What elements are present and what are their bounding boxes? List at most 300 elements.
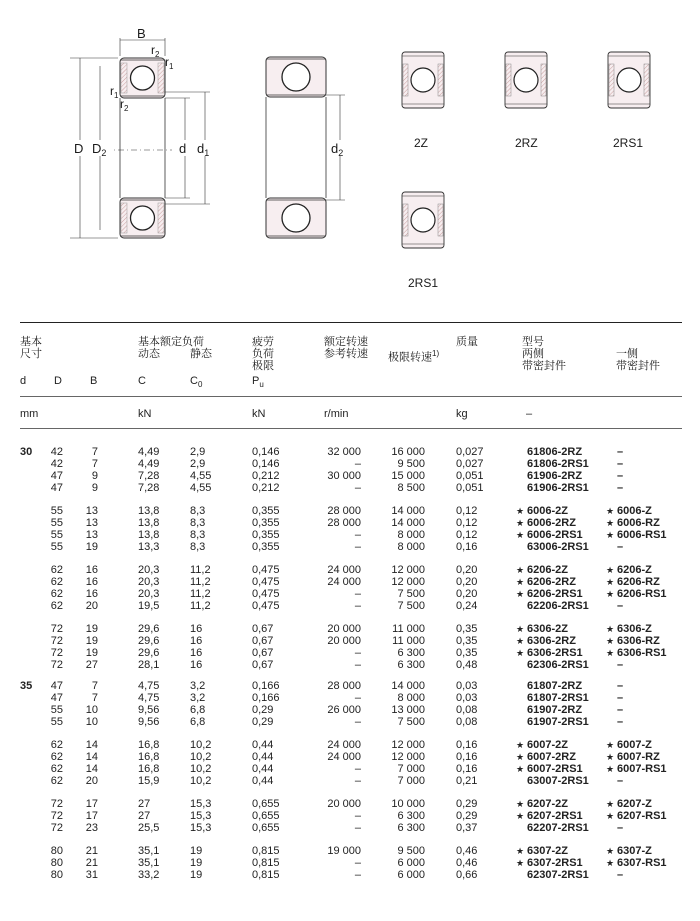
table-cell: 33,2 bbox=[138, 869, 160, 881]
table-cell: 0,67 bbox=[252, 659, 274, 671]
table-cell: 6 300 bbox=[397, 659, 425, 671]
unit-kg: kg bbox=[456, 408, 468, 420]
table-cell: 11 000 bbox=[392, 635, 425, 647]
table-cell: 16 bbox=[85, 576, 98, 588]
table-cell: 6007-RZ bbox=[617, 751, 660, 763]
table-cell: 7 bbox=[91, 446, 98, 458]
unit-kN-2: kN bbox=[252, 408, 266, 420]
table-cell: 19 bbox=[190, 869, 203, 881]
table-cell: ★ bbox=[516, 799, 525, 809]
table-cell: 7 bbox=[91, 458, 98, 470]
label-r2-top: r bbox=[151, 43, 155, 57]
table-cell: 27 bbox=[138, 810, 151, 822]
unit-dash: – bbox=[526, 408, 533, 420]
table-cell: 6206-RZ bbox=[617, 576, 660, 588]
table-cell: 62 bbox=[50, 600, 63, 612]
table-cell: 19 bbox=[85, 635, 98, 647]
table-cell: 6,8 bbox=[190, 716, 206, 728]
table-cell: 62 bbox=[50, 775, 63, 787]
table-cell: 61806-2RZ bbox=[527, 446, 583, 458]
table-cell: – bbox=[354, 659, 361, 671]
table-cell: ★ bbox=[516, 506, 525, 516]
bearing-cross-section bbox=[70, 26, 216, 238]
label-d2: d bbox=[331, 141, 339, 156]
table-cell: ★ bbox=[516, 518, 525, 528]
table-cell: 11,2 bbox=[190, 564, 211, 576]
table-cell: – bbox=[354, 869, 361, 881]
table-cell: 0,051 bbox=[456, 482, 484, 494]
table-cell: 6007-2RZ bbox=[527, 751, 576, 763]
table-cell: 0,355 bbox=[252, 541, 280, 553]
header-main-dims-2: 尺寸 bbox=[20, 348, 42, 360]
table-cell: 11,2 bbox=[190, 600, 211, 612]
table-cell: 9 bbox=[91, 470, 98, 482]
table-cell: 15,3 bbox=[190, 798, 212, 810]
table-cell: 19 bbox=[85, 623, 98, 635]
table-cell: 14 bbox=[85, 751, 98, 763]
table-cell: ★ bbox=[516, 648, 525, 658]
table-cell: – bbox=[617, 482, 624, 494]
table-cell: ★ bbox=[516, 811, 525, 821]
table-cell: 7,28 bbox=[138, 470, 160, 482]
table-cell: 10 bbox=[85, 704, 98, 716]
table-cell: 17 bbox=[85, 810, 98, 822]
table-cell: 13 000 bbox=[391, 704, 425, 716]
table-cell: 0,24 bbox=[456, 600, 478, 612]
table-cell: ★ bbox=[606, 636, 615, 646]
table-cell: – bbox=[617, 458, 624, 470]
table-cell: 62 bbox=[50, 588, 63, 600]
table-cell: 72 bbox=[50, 810, 63, 822]
table-cell: 29,6 bbox=[138, 623, 160, 635]
table-cell: 15,3 bbox=[190, 810, 212, 822]
label-B: B bbox=[137, 26, 146, 41]
header-dynamic: 动态 bbox=[138, 348, 160, 360]
table-cell: 6 300 bbox=[397, 647, 425, 659]
table-cell: 8 000 bbox=[397, 529, 425, 541]
bore-size: 30 bbox=[20, 446, 33, 458]
table-cell: 6207-RS1 bbox=[617, 810, 667, 822]
table-cell: 62307-2RS1 bbox=[527, 869, 589, 881]
table-cell: ★ bbox=[516, 589, 525, 599]
table-cell: ★ bbox=[516, 636, 525, 646]
table-cell: 6007-Z bbox=[617, 739, 652, 751]
variant-2RZ bbox=[505, 52, 547, 150]
header-fatigue-2: 负荷 bbox=[252, 348, 274, 360]
table-cell: 0,44 bbox=[252, 763, 274, 775]
table-cell: 6 300 bbox=[397, 810, 425, 822]
table-cell: 0,027 bbox=[456, 446, 484, 458]
unit-rmin: r/min bbox=[324, 408, 349, 420]
table-cell: 25,5 bbox=[138, 822, 160, 834]
table-cell: 6206-2RZ bbox=[527, 576, 576, 588]
header-one-side: 一侧 bbox=[616, 348, 638, 360]
header-both-sides: 两侧 bbox=[522, 348, 544, 360]
table-cell: ★ bbox=[606, 764, 615, 774]
table-cell: 7 bbox=[91, 692, 98, 704]
table-cell: 19 bbox=[190, 845, 203, 857]
table-cell: 0,051 bbox=[456, 470, 484, 482]
table-cell: ★ bbox=[606, 530, 615, 540]
table-cell: 35,1 bbox=[138, 857, 160, 869]
svg-text:d2: $d_2$ bbox=[331, 141, 344, 158]
table-cell: – bbox=[617, 822, 624, 834]
table-cell: 16,8 bbox=[138, 751, 160, 763]
table-cell: – bbox=[617, 775, 624, 787]
table-cell: – bbox=[354, 529, 361, 541]
table-cell: 7 000 bbox=[397, 775, 425, 787]
table-cell: 0,37 bbox=[456, 822, 478, 834]
table-cell: 0,67 bbox=[252, 647, 274, 659]
table-cell: 27 bbox=[138, 798, 151, 810]
table-cell: 0,20 bbox=[456, 576, 478, 588]
table-cell: 0,475 bbox=[252, 576, 280, 588]
table-cell: 9,56 bbox=[138, 704, 160, 716]
table-cell: 19,5 bbox=[138, 600, 160, 612]
table-cell: ★ bbox=[606, 740, 615, 750]
table-cell: 7,28 bbox=[138, 482, 160, 494]
table-cell: 31 bbox=[85, 869, 98, 881]
table-cell: 63007-2RS1 bbox=[527, 775, 589, 787]
table-cell: – bbox=[354, 600, 361, 612]
caption-2Z: 2Z bbox=[414, 136, 429, 150]
table-cell: 24 000 bbox=[327, 751, 361, 763]
table-cell: 10,2 bbox=[190, 763, 212, 775]
table-cell: 21 bbox=[85, 857, 98, 869]
table-cell: ★ bbox=[516, 530, 525, 540]
table-cell: 0,655 bbox=[252, 810, 280, 822]
table-cell: 6206-2RS1 bbox=[527, 588, 583, 600]
table-cell: 6306-RZ bbox=[617, 635, 660, 647]
table-cell: 13 bbox=[85, 529, 98, 541]
table-cell: 7 500 bbox=[397, 600, 425, 612]
table-cell: 14 bbox=[85, 739, 98, 751]
table-cell: 6307-RS1 bbox=[617, 857, 667, 869]
header-rule-1 bbox=[20, 396, 682, 397]
table-cell: 6306-RS1 bbox=[617, 647, 667, 659]
table-cell: 0,12 bbox=[456, 517, 478, 529]
col-B: B bbox=[90, 375, 98, 387]
table-cell: 12 000 bbox=[391, 576, 425, 588]
unit-kN: kN bbox=[138, 408, 152, 420]
table-cell: 3,2 bbox=[190, 680, 206, 692]
table-cell: 6006-Z bbox=[617, 505, 652, 517]
svg-text:r2: $r_2$ bbox=[151, 43, 160, 59]
table-cell: 6006-2RZ bbox=[527, 517, 576, 529]
table-cell: ★ bbox=[516, 565, 525, 575]
col-D: D bbox=[54, 375, 62, 387]
table-cell: 10 000 bbox=[391, 798, 425, 810]
bearing-cross-section-d2 bbox=[266, 57, 352, 238]
table-cell: 35,1 bbox=[138, 845, 160, 857]
table-cell: 80 bbox=[50, 845, 63, 857]
table-cell: 6207-2Z bbox=[527, 798, 568, 810]
table-cell: 2,9 bbox=[190, 446, 206, 458]
table-cell: 0,475 bbox=[252, 588, 280, 600]
table-cell: 10,2 bbox=[190, 775, 212, 787]
table-cell: 6 300 bbox=[397, 822, 425, 834]
table-cell: ★ bbox=[516, 752, 525, 762]
table-cell: 20,3 bbox=[138, 564, 160, 576]
table-cell: – bbox=[354, 716, 361, 728]
table-cell: ★ bbox=[606, 858, 615, 868]
table-cell: – bbox=[354, 857, 361, 869]
table-cell: 72 bbox=[50, 659, 63, 671]
header-speed-ratings: 额定转速 bbox=[324, 336, 368, 348]
table-cell: 0,67 bbox=[252, 623, 274, 635]
table-cell: – bbox=[354, 822, 361, 834]
table-cell: ★ bbox=[606, 565, 615, 575]
table-cell: 4,49 bbox=[138, 446, 160, 458]
table-cell: 13,8 bbox=[138, 529, 160, 541]
svg-text:r1: $r_1$ bbox=[165, 55, 174, 71]
table-cell: 80 bbox=[50, 869, 63, 881]
table-cell: 6306-2RZ bbox=[527, 635, 576, 647]
table-cell: 8,3 bbox=[190, 541, 206, 553]
table-cell: ★ bbox=[516, 740, 525, 750]
table-cell: – bbox=[617, 869, 624, 881]
table-cell: 29,6 bbox=[138, 647, 160, 659]
table-cell: 0,655 bbox=[252, 822, 280, 834]
table-cell: 6207-2RS1 bbox=[527, 810, 583, 822]
table-cell: 19 bbox=[85, 541, 98, 553]
table-cell: 6007-RS1 bbox=[617, 763, 667, 775]
table-cell: 12 000 bbox=[391, 564, 425, 576]
header-mass: 质量 bbox=[456, 336, 478, 348]
table-cell: 27 bbox=[85, 659, 98, 671]
table-cell: 42 bbox=[50, 458, 63, 470]
table-cell: – bbox=[617, 704, 624, 716]
table-cell: 6206-2Z bbox=[527, 564, 568, 576]
table-cell: 63006-2RS1 bbox=[527, 541, 589, 553]
table-cell: 14 bbox=[85, 763, 98, 775]
table-cell: 55 bbox=[50, 529, 63, 541]
table-cell: 12 000 bbox=[391, 739, 425, 751]
table-cell: 6007-2Z bbox=[527, 739, 568, 751]
table-cell: 61907-2RZ bbox=[527, 704, 583, 716]
table-cell: 72 bbox=[50, 822, 63, 834]
table-cell: 0,48 bbox=[456, 659, 478, 671]
table-cell: ★ bbox=[606, 799, 615, 809]
unit-mm: mm bbox=[20, 408, 39, 420]
table-cell: – bbox=[617, 541, 624, 553]
table-cell: 29,6 bbox=[138, 635, 160, 647]
table-cell: ★ bbox=[606, 518, 615, 528]
table-cell: 47 bbox=[50, 692, 63, 704]
table-cell: 8 000 bbox=[397, 541, 425, 553]
table-cell: 20 bbox=[85, 775, 98, 787]
table-cell: 0,46 bbox=[456, 845, 478, 857]
table-cell: 16 bbox=[85, 564, 98, 576]
table-cell: 0,35 bbox=[456, 647, 478, 659]
table-cell: 62 bbox=[50, 564, 63, 576]
table-cell: ★ bbox=[606, 624, 615, 634]
table-cell: ★ bbox=[516, 764, 525, 774]
header-main-dims: 基本 bbox=[20, 336, 42, 348]
table-cell: 0,212 bbox=[252, 470, 280, 482]
header-fatigue-3: 极限 bbox=[252, 360, 274, 372]
table-cell: – bbox=[354, 692, 361, 704]
table-cell: 61906-2RZ bbox=[527, 470, 583, 482]
table-cell: 14 000 bbox=[391, 517, 425, 529]
table-cell: 19 bbox=[85, 647, 98, 659]
col-Pu: $P_u$ bbox=[252, 375, 264, 390]
table-cell: 9 500 bbox=[397, 845, 425, 857]
table-cell: 72 bbox=[50, 623, 63, 635]
table-cell: 0,67 bbox=[252, 635, 274, 647]
table-cell: 4,55 bbox=[190, 482, 212, 494]
table-cell: 0,655 bbox=[252, 798, 280, 810]
table-cell: ★ bbox=[606, 506, 615, 516]
table-cell: ★ bbox=[606, 648, 615, 658]
table-cell: 6,8 bbox=[190, 704, 206, 716]
table-cell: 0,12 bbox=[456, 529, 478, 541]
table-cell: 55 bbox=[50, 716, 63, 728]
table-cell: 6 000 bbox=[397, 857, 425, 869]
table-cell: 10 bbox=[85, 716, 98, 728]
table-cell: 55 bbox=[50, 505, 63, 517]
table-cell: 15,9 bbox=[138, 775, 160, 787]
table-cell: 0,16 bbox=[456, 541, 478, 553]
table-cell: 0,355 bbox=[252, 517, 280, 529]
table-cell: 0,35 bbox=[456, 635, 478, 647]
table-cell: – bbox=[617, 659, 624, 671]
label-D2: D bbox=[92, 141, 102, 156]
table-cell: 14 000 bbox=[391, 505, 425, 517]
table-cell: 0,146 bbox=[252, 458, 280, 470]
header-both-sides-2: 带密封件 bbox=[522, 360, 566, 372]
table-cell: – bbox=[354, 541, 361, 553]
table-cell: ★ bbox=[516, 858, 525, 868]
variant-2Z bbox=[402, 52, 444, 150]
table-cell: 4,49 bbox=[138, 458, 160, 470]
table-cell: 0,29 bbox=[252, 704, 274, 716]
table-cell: 47 bbox=[50, 482, 63, 494]
table-cell: 14 000 bbox=[391, 680, 425, 692]
table-cell: 61807-2RS1 bbox=[527, 692, 589, 704]
svg-text:d1: $d_1$ bbox=[197, 141, 210, 158]
table-cell: – bbox=[354, 458, 361, 470]
svg-text:r1: $r_1$ bbox=[110, 84, 119, 100]
label-r1-top: r bbox=[165, 55, 169, 69]
table-cell: 0,815 bbox=[252, 845, 280, 857]
table-cell: 0,16 bbox=[456, 763, 478, 775]
table-cell: 0,12 bbox=[456, 505, 478, 517]
header-fatigue-1: 疲劳 bbox=[252, 336, 274, 348]
table-cell: 0,29 bbox=[456, 798, 478, 810]
table-cell: 28 000 bbox=[327, 505, 361, 517]
col-C0: $C_0$ bbox=[190, 375, 203, 390]
header-limiting-speed: 极限转速$^{1)}$ bbox=[388, 349, 440, 364]
svg-text:D2: $D_2$ bbox=[92, 141, 107, 158]
table-cell: 0,166 bbox=[252, 692, 280, 704]
table-cell: 6006-RS1 bbox=[617, 529, 667, 541]
table-cell: 2,9 bbox=[190, 458, 206, 470]
header-load-ratings: 基本额定负荷 bbox=[138, 336, 204, 348]
table-cell: – bbox=[617, 470, 624, 482]
table-cell: 7 000 bbox=[397, 763, 425, 775]
table-cell: 6007-2RS1 bbox=[527, 763, 583, 775]
label-d: d bbox=[179, 141, 187, 156]
table-cell: 11,2 bbox=[190, 576, 211, 588]
table-cell: 0,027 bbox=[456, 458, 484, 470]
table-cell: 20 bbox=[85, 600, 98, 612]
table-cell: 6206-Z bbox=[617, 564, 652, 576]
table-cell: 11,2 bbox=[190, 588, 211, 600]
header-designation: 型号 bbox=[522, 336, 544, 348]
table-cell: 47 bbox=[50, 470, 63, 482]
table-cell: 12 000 bbox=[391, 751, 425, 763]
table-cell: 20,3 bbox=[138, 588, 160, 600]
table-cell: 55 bbox=[50, 704, 63, 716]
table-cell: 6006-RZ bbox=[617, 517, 660, 529]
table-cell: 62306-2RS1 bbox=[527, 659, 589, 671]
table-cell: 6006-2Z bbox=[527, 505, 568, 517]
table-cell: 13,8 bbox=[138, 505, 160, 517]
table-cell: 8 000 bbox=[397, 692, 425, 704]
table-cell: 23 bbox=[85, 822, 98, 834]
table-cell: 62 bbox=[50, 763, 63, 775]
table-cell: 0,146 bbox=[252, 446, 280, 458]
table-cell: 9 bbox=[91, 482, 98, 494]
table-cell: 0,166 bbox=[252, 680, 280, 692]
header-static: 静态 bbox=[190, 348, 212, 360]
table-cell: 72 bbox=[50, 798, 63, 810]
table-cell: 0,08 bbox=[456, 716, 478, 728]
table-cell: 9 500 bbox=[397, 458, 425, 470]
table-cell: 61907-2RS1 bbox=[527, 716, 589, 728]
table-cell: – bbox=[354, 763, 361, 775]
table-cell: 0,29 bbox=[252, 716, 274, 728]
table-cell: 20 000 bbox=[327, 623, 361, 635]
table-cell: 0,16 bbox=[456, 739, 478, 751]
table-cell: – bbox=[354, 775, 361, 787]
table-cell: 13,3 bbox=[138, 541, 160, 553]
table-cell: – bbox=[617, 692, 624, 704]
table-cell: 8,3 bbox=[190, 529, 206, 541]
table-cell: 0,35 bbox=[456, 623, 478, 635]
table-cell: 0,21 bbox=[456, 775, 478, 787]
table-cell: 9,56 bbox=[138, 716, 160, 728]
table-cell: 0,355 bbox=[252, 529, 280, 541]
table-cell: 0,29 bbox=[456, 810, 478, 822]
table-cell: 0,20 bbox=[456, 588, 478, 600]
bore-size: 35 bbox=[20, 680, 33, 692]
table-cell: 42 bbox=[50, 446, 63, 458]
table-cell: 7 500 bbox=[397, 716, 425, 728]
table-cell: ★ bbox=[516, 577, 525, 587]
table-cell: 62 bbox=[50, 751, 63, 763]
label-D: D bbox=[74, 141, 84, 156]
table-cell: 20,3 bbox=[138, 576, 160, 588]
table-cell: 61806-2RS1 bbox=[527, 458, 589, 470]
table-cell: 0,44 bbox=[252, 739, 274, 751]
table-cell: ★ bbox=[516, 624, 525, 634]
table-cell: 16 bbox=[85, 588, 98, 600]
table-cell: 16,8 bbox=[138, 763, 160, 775]
table-cell: – bbox=[617, 600, 624, 612]
table-cell: 16 000 bbox=[391, 446, 425, 458]
table-cell: 28,1 bbox=[138, 659, 160, 671]
table-cell: 47 bbox=[50, 680, 63, 692]
table-cell: ★ bbox=[606, 846, 615, 856]
table-cell: 11 000 bbox=[392, 623, 425, 635]
table-cell: 7 500 bbox=[397, 588, 425, 600]
table-cell: 13 bbox=[85, 505, 98, 517]
table-cell: 0,44 bbox=[252, 751, 274, 763]
table-cell: 6 000 bbox=[397, 869, 425, 881]
table-cell: 6306-Z bbox=[617, 623, 652, 635]
